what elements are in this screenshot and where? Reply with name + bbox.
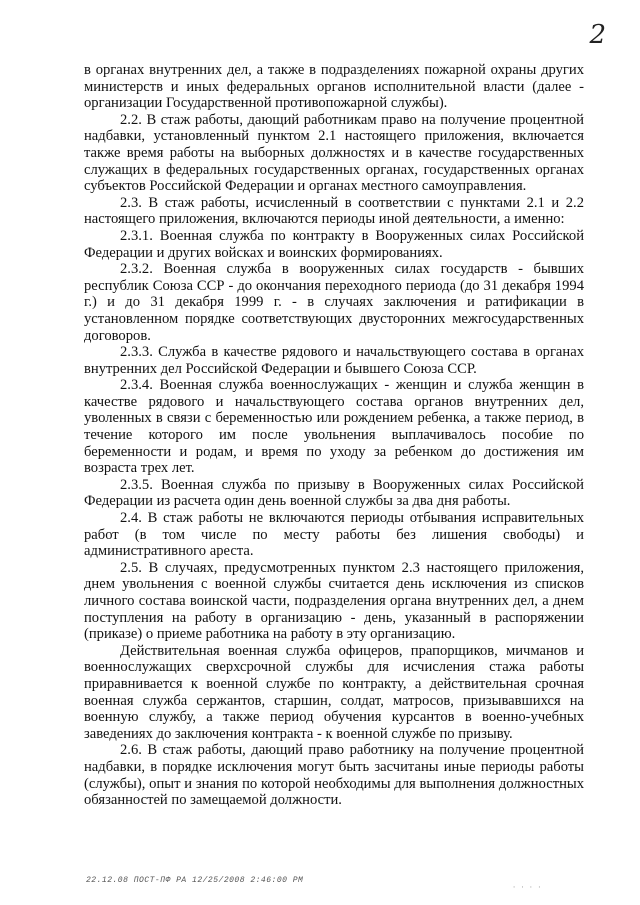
paragraph-2-3: 2.3. В стаж работы, исчисленный в соответствии с пунктами 2.1 и 2.2 настоящего приложения, включаются периоды иной деятельности, а именно: <box>84 194 584 228</box>
paragraph-2-2: 2.2. В стаж работы, дающий работникам право на получение процентной надбавки, установленный пунктом 2.1 настоящего приложения, включается также время работы на выборных должностях и в качестве государственных служащих в федеральных государственных органах, государственных органах субъектов Российской Федерации и органах местного самоуправления. <box>84 111 584 195</box>
paragraph-2-6: 2.6. В стаж работы, дающий право работнику на получение процентной надбавки, в порядке исключения могут быть засчитаны иные периоды работы (службы), опыт и знания по которой необходимы для выполнения должностных обязанностей по замещаемой должности. <box>84 742 584 809</box>
paragraph-2-3-1: 2.3.1. Военная служба по контракту в Вооруженных силах Российской Федерации и других войсках и воинских формированиях. <box>84 227 584 261</box>
scan-mark: · · · · <box>512 884 542 892</box>
paragraph-2-3-3: 2.3.3. Служба в качестве рядового и начальствующего состава в органах внутренних дел Российской Федерации и бывшего Союза ССР. <box>84 344 584 377</box>
document-body <box>84 62 584 809</box>
paragraph-continuation: в органах внутренних дел, а также в подразделениях пожарной охраны других министерств и иных федеральных органов исполнительной власти (далее - организации Государственной противопожарной службы). <box>84 62 584 112</box>
paragraph-2-5: 2.5. В случаях, предусмотренных пунктом 2.3 настоящего приложения, днем увольнения с военной службы считается день исключения из списков личного состава воинской части, подразделения органа внутренних дел, а днем поступления на работу в организацию - день, указанный в распоряжении (приказе) о приеме работника на работу в эту организацию. <box>84 559 584 643</box>
paragraph-2-4: 2.4. В стаж работы не включаются периоды отбывания исправительных работ (в том числе по месту работы без лишения свободы) и административного ареста. <box>84 510 584 560</box>
paragraph-2-3-4: 2.3.4. Военная служба военнослужащих - женщин и служба женщин в качестве рядового и начальствующего состава органов внутренних дел, уволенных в связи с беременностью или рождением ребенка, а также период, в течение которого им после увольнения выплачивалось пособие по беременности и родам, и время по уходу за ребенком до достижения им возраста трех лет. <box>84 377 584 477</box>
paragraph-2-3-5: 2.3.5. Военная служба по призыву в Вооруженных силах Российской Федерации из расчета один день военной службы за два дня работы. <box>84 476 584 510</box>
page-number: 2 <box>589 20 606 50</box>
fax-footer: 22.12.08 ПОСТ-ПФ РА 12/25/2008 2:46:00 PM <box>86 876 304 885</box>
paragraph-2-3-2: 2.3.2. Военная служба в вооруженных силах государств - бывших республик Союза ССР - до окончания переходного периода (до 31 декабря 1994 г.) и до 31 декабря 1999 г. - в случаях заключения и ратификации в установленном порядке соответствующих двусторонних межгосударственных договоров. <box>84 261 584 344</box>
paragraph-military-service: Действительная военная служба офицеров, прапорщиков, мичманов и военнослужащих сверхсрочной службы для исчисления стажа работы приравнивается к военной службе по контракту, а действительная срочная военная служба сержантов, старшин, солдат, матросов, призывавшихся на военную службу, а также период обучения курсантов в военно-учебных заведениях до заключения контракта - к военной службе по призыву. <box>84 642 584 742</box>
